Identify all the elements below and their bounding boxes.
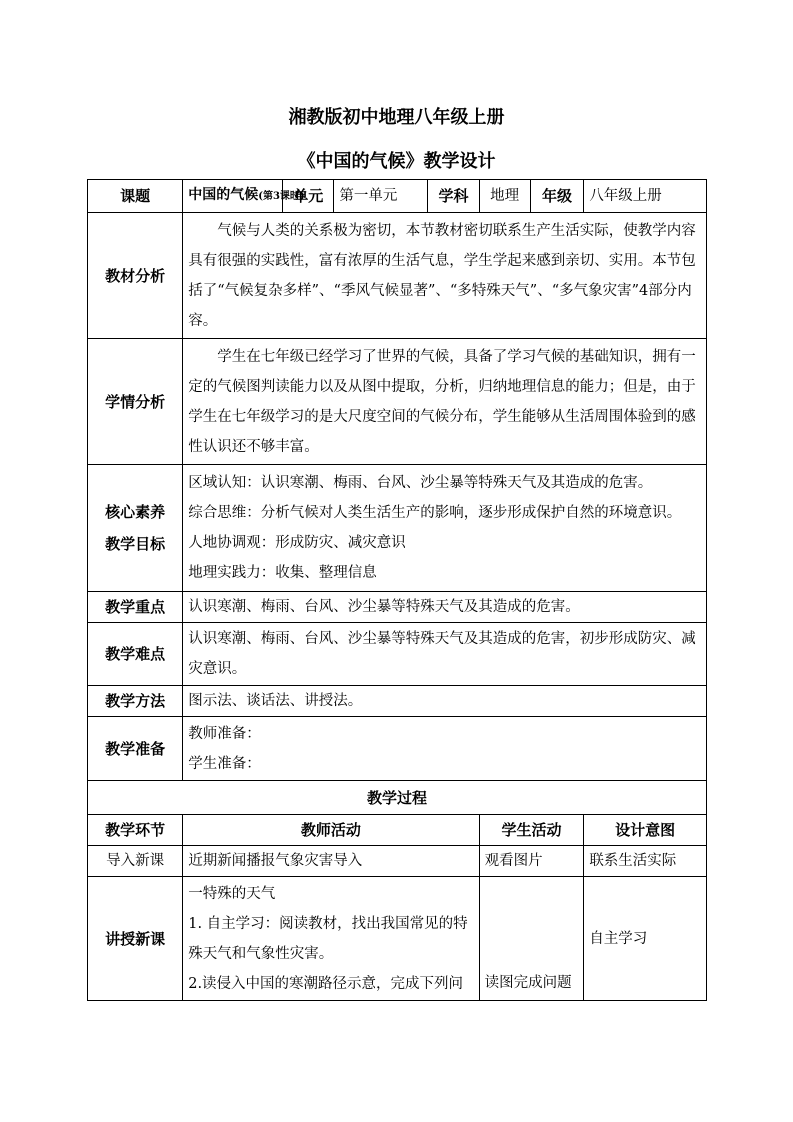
teacher-activity-cell: 近期新闻播报气象灾害导入 [183,846,479,877]
col-student-header: 学生活动 [479,815,584,846]
stage-cell: 导入新课 [88,846,183,877]
document-title: 湘教版初中地理八年级上册 [288,107,505,128]
subject-label: 学科 [428,180,479,213]
lesson-plan-table [87,179,707,1001]
student-analysis-text: 学生在七年级已经学习了世界的气候，具备了学习气候的基础知识，拥有一定的气候图判读能力以及从图中提取，分析，归纳地理信息的能力；但是，由于学生在七年级学习的是大尺度空间的气候分布，学生能够从生活周围体验到的感性认识还不够丰富。 [183,339,707,465]
subject-value: 地理 [479,180,530,213]
topic-period: (第3课时) [258,191,305,202]
core-objectives-label [88,465,183,592]
preparation-label: 教学准备 [88,717,183,781]
material-analysis-row [88,213,707,339]
grade-value: 八年级上册 [584,180,707,213]
unit-label: 单元 [283,180,334,213]
core-objectives-row [88,465,707,592]
topic-value [183,180,305,213]
core-objectives-text [183,465,707,592]
student-prep: 学生准备： [188,755,261,772]
stage-cell: 讲授新课 [88,877,183,1001]
teacher-activity-line: 1. 自主学习：阅读教材，找出我国常见的特殊天气和气象性灾害。 [188,915,468,962]
student-analysis-label: 学情分析 [88,339,183,465]
teacher-activity-line: 2.读侵入中国的寒潮路径示意，完成下列问 [188,975,464,992]
process-heading: 教学过程 [88,781,707,815]
topic-label: 课题 [88,180,183,213]
process-heading-row [88,781,707,815]
student-analysis-row [88,339,707,465]
key-point-text: 认识寒潮、梅雨、台风、沙尘暴等特殊天气及其造成的危害。 [183,592,707,623]
objective-line: 综合思维：分析气候对人类生活生产的影响，逐步形成保护自然的环境意识。 [188,505,682,521]
grade-label: 年级 [530,180,584,213]
preparation-text [183,717,707,781]
unit-value: 第一单元 [334,180,428,213]
table-row [88,877,707,1001]
col-intent-header: 设计意图 [584,815,707,846]
design-intent-cell: 自主学习 [584,877,707,1001]
teacher-activity-cell [183,877,479,1001]
key-point-label: 教学重点 [88,592,183,623]
objective-line: 区域认知：认识寒潮、梅雨、台风、沙尘暴等特殊天气及其造成的危害。 [188,475,653,491]
info-row [88,180,707,213]
teacher-prep: 教师准备： [188,725,261,742]
method-text: 图示法、谈话法、讲授法。 [183,686,707,717]
document-subtitle: 《中国的气候》教学设计 [297,151,496,172]
student-activity-cell: 观看图片 [479,846,584,877]
difficult-point-label: 教学难点 [88,623,183,686]
table-row [88,846,707,877]
core-label-line-2: 教学目标 [105,535,166,553]
col-teacher-header: 教师活动 [183,815,479,846]
process-header-row [88,815,707,846]
student-activity-cell: 读图完成问题 [479,877,584,1001]
objective-line: 人地协调观：形成防灾、减灾意识 [188,535,406,551]
material-analysis-label: 教材分析 [88,213,183,339]
method-row [88,686,707,717]
teacher-activity-line: 一特殊的天气 [188,885,276,902]
topic-name: 中国的气候 [188,187,259,203]
method-label: 教学方法 [88,686,183,717]
core-label-line-1: 核心素养 [105,503,166,521]
col-stage-header: 教学环节 [88,815,183,846]
objective-line: 地理实践力：收集、整理信息 [188,565,377,581]
difficult-point-text: 认识寒潮、梅雨、台风、沙尘暴等特殊天气及其造成的危害，初步形成防灾、减灾意识。 [183,623,707,686]
material-analysis-text: 气候与人类的关系极为密切，本节教材密切联系生产生活实际，使教学内容具有很强的实践性，富有浓厚的生活气息，学生学起来感到亲切、实用。本节包括了“气候复杂多样”、“季风气候显著”、“多特殊天气”、“多气象灾害”4部分内容。 [183,213,707,339]
preparation-row [88,717,707,781]
difficult-point-row [88,623,707,686]
design-intent-cell: 联系生活实际 [584,846,707,877]
key-point-row [88,592,707,623]
